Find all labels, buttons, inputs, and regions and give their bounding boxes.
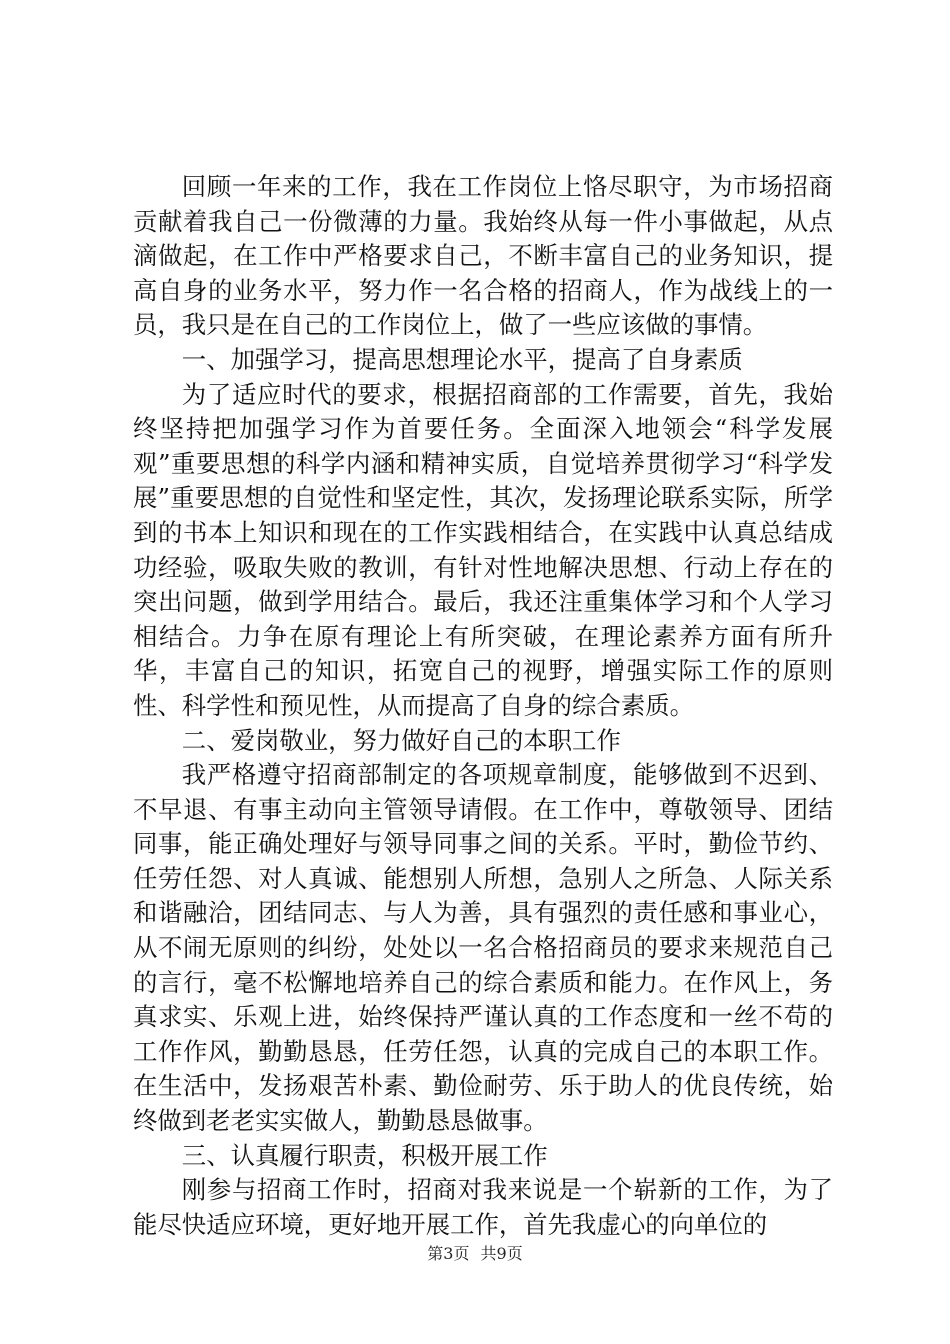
section-2-paragraph: 我严格遵守招商部制定的各项规章制度，能够做到不迟到、不早退、有事主动向主管领导请假。在工作中，尊敬领导、团结同事，能正确处理好与领导同事之间的关系。平时，勤俭节约、任劳任怨、对人真诚、能想别人所想，急别人之所急、人际关系和谐融洽，团结同志、与人为善，具有强烈的责任感和事业心，从不闹无原则的纠纷，处处以一名合格招商员的要求来规范自己的言行，毫不松懈地培养自己的综合素质和能力。在作风上，务真求实、乐观上进，始终保持严谨认真的工作态度和一丝不苟的工作作风，勤勤恳恳，任劳任怨，认真的完成自己的本职工作。在生活中，发扬艰苦朴素、勤俭耐劳、乐于助人的优良传统，始终做到老老实实做人，勤勤恳恳做事。: [133, 760, 833, 1136]
section-1-paragraph: 为了适应时代的要求，根据招商部的工作需要，首先，我始终坚持把加强学习作为首要任务。全面深入地领会“科学发展观”重要思想的科学内涵和精神实质，自觉培养贯彻学习“科学发展”重要思想的自觉性和坚定性，其次，发扬理论联系实际，所学到的书本上知识和现在的工作实践相结合，在实践中认真总结成功经验，吸取失败的教训，有针对性地解决思想、行动上存在的突出问题，做到学用结合。最后，我还注重集体学习和个人学习相结合。力争在原有理论上有所突破，在理论素养方面有所升华，丰富自己的知识，拓宽自己的视野，增强实际工作的原则性、科学性和预见性，从而提高了自身的综合素质。: [133, 379, 833, 720]
page-footer: [0, 1244, 950, 1264]
page-total: 共9页: [480, 1244, 523, 1263]
document-body: [133, 170, 833, 1242]
section-heading-2: 二、爱岗敬业，努力做好自己的本职工作: [181, 725, 621, 755]
section-3-paragraph: 刚参与招商工作时，招商对我来说是一个崭新的工作，为了能尽快适应环境，更好地开展工作，首先我虚心的向单位的: [133, 1175, 833, 1239]
intro-paragraph: 回顾一年来的工作，我在工作岗位上恪尽职守，为市场招商贡献着我自己一份微薄的力量。我始终从每一件小事做起，从点滴做起，在工作中严格要求自己，不断丰富自己的业务知识，提高自身的业务水平，努力作一名合格的招商人，作为战线上的一员，我只是在自己的工作岗位上，做了一些应该做的事情。: [133, 172, 833, 340]
section-heading-1: 一、加强学习，提高思想理论水平，提高了自身素质: [181, 344, 743, 374]
section-heading-3: 三、认真履行职责，积极开展工作: [181, 1140, 548, 1170]
page-number: 第3页: [427, 1244, 470, 1263]
